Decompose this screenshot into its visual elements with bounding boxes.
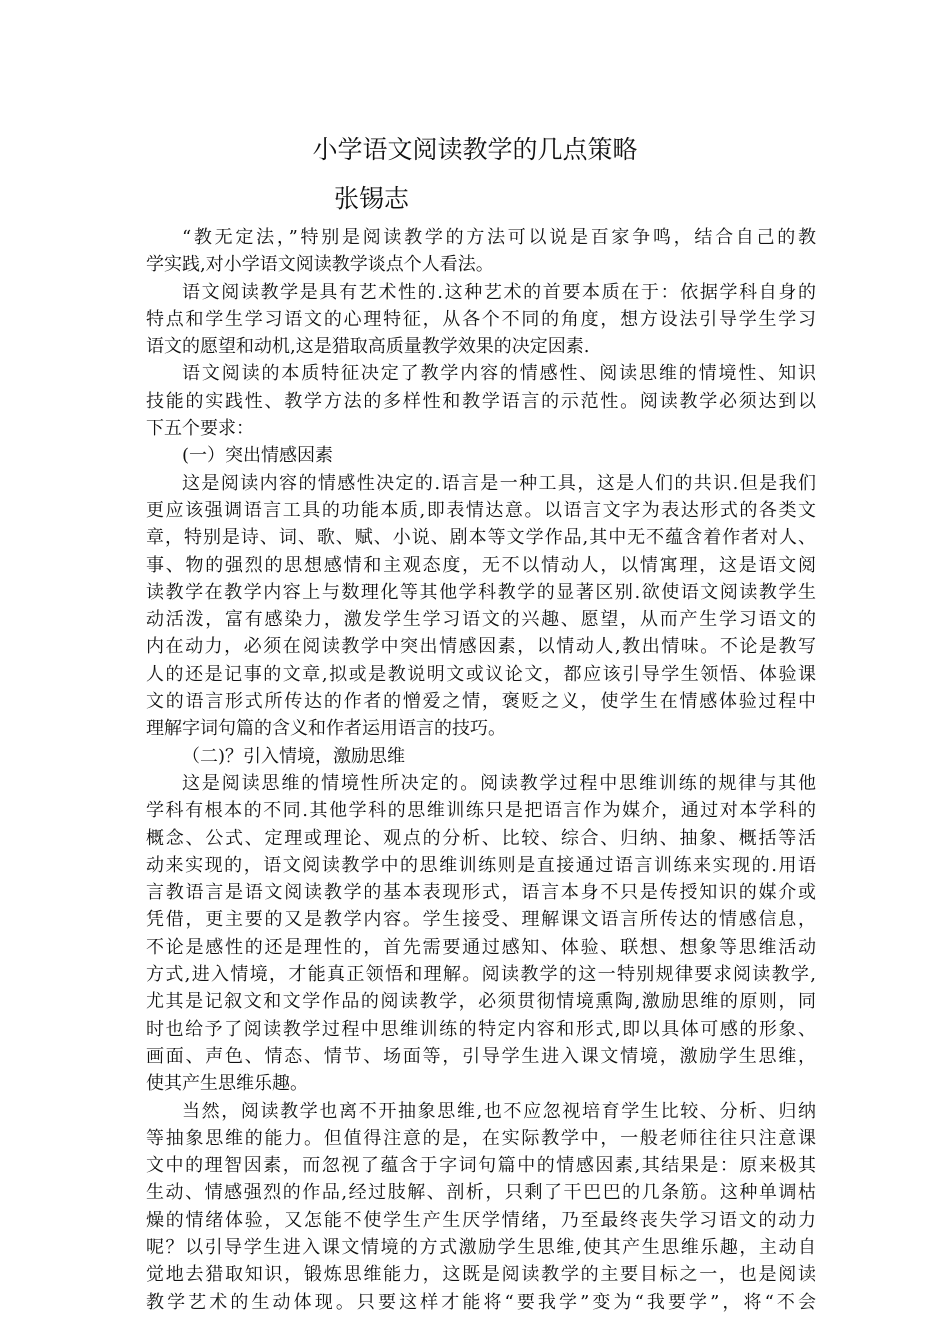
document-author: 张锡志 <box>334 184 410 213</box>
text-line: 呢？以引导学生进入课文情境的方式激励学生思维,使其产生思维乐趣，主动自 <box>146 1236 816 1258</box>
text-line: 读教学在教学内容上与数理化等其他学科教学的显著区别.欲使语文阅读教学生 <box>146 581 816 603</box>
text-line: 使其产生思维乐趣。 <box>146 1073 308 1095</box>
text-line: 语文的愿望和动机,这是猎取高质量教学效果的决定因素. <box>146 336 590 358</box>
text-line: 学科有根本的不同.其他学科的思维训练只是把语言作为媒介，通过对本学科的 <box>146 800 816 822</box>
text-line: 概念、公式、定理或理论、观点的分析、比较、综合、归纳、抽象、概括等活 <box>146 827 816 849</box>
text-line: 方式,进入情境，才能真正领悟和理解。阅读教学的这一特别规律要求阅读教学, <box>146 964 816 986</box>
text-line: 理解字词句篇的含义和作者运用语言的技巧。 <box>146 718 506 740</box>
text-line: 人的还是记事的文章,拟或是教说明文或议论文，都应该引导学生领悟、体验课 <box>146 663 816 685</box>
document-body <box>146 224 816 1316</box>
text-line: 特点和学生学习语文的心理特征，从各个不同的角度，想方设法引导学生学习 <box>146 308 816 330</box>
text-line: 学实践,对小学语文阅读教学谈点个人看法。 <box>146 254 494 276</box>
text-line: 文的语言形式所传达的作者的憎爱之情，褒贬之义，使学生在情感体验过程中 <box>146 691 816 713</box>
text-line: 事、物的强烈的思想感情和主观态度，无不以情动人，以情寓理，这是语文阅 <box>146 554 816 576</box>
text-line: 技能的实践性、教学方法的多样性和教学语言的示范性。阅读教学必须达到以 <box>146 390 816 412</box>
text-line: 文中的理智因素，而忽视了蕴含于字词句篇中的情感因素,其结果是：原来极其 <box>146 1155 816 1177</box>
text-line: 下五个要求： <box>146 418 254 440</box>
text-line: 这是阅读思维的情境性所决定的。阅读教学过程中思维训练的规律与其他 <box>182 772 816 794</box>
text-line: 动活泼，富有感染力，激发学生学习语文的兴趣、愿望，从而产生学习语文的 <box>146 609 816 631</box>
text-line: 更应该强调语言工具的功能本质,即表情达意。以语言文字为表达形式的各类文 <box>146 499 816 521</box>
text-line: 不论是感性的还是理性的，首先需要通过感知、体验、联想、想象等思维活动 <box>146 936 816 958</box>
text-line: 画面、声色、情态、情节、场面等，引导学生进入课文情境，激励学生思维， <box>146 1045 816 1067</box>
text-line: 语文阅读的本质特征决定了教学内容的情感性、阅读思维的情境性、知识 <box>182 363 816 385</box>
text-line: 动来实现的，语文阅读教学中的思维训练则是直接通过语言训练来实现的.用语 <box>146 854 816 876</box>
text-line: 觉地去猎取知识，锻炼思维能力，这既是阅读教学的主要目标之一，也是阅读 <box>146 1264 816 1286</box>
text-line: 章，特别是诗、词、歌、赋、小说、剧本等文学作品,其中无不蕴含着作者对人、 <box>146 527 816 549</box>
text-line: （二)？引入情境，激励思维 <box>182 745 406 767</box>
document-title: 小学语文阅读教学的几点策略 <box>312 135 638 164</box>
text-line: 言教语言是语文阅读教学的基本表现形式，语言本身不只是传授知识的媒介或 <box>146 882 816 904</box>
text-line: “教无定法，”特别是阅读教学的方法可以说是百家争鸣，结合自己的教 <box>182 227 816 248</box>
text-line: 尤其是记叙文和文学作品的阅读教学，必须贯彻情境熏陶,激励思维的原则，同 <box>146 991 816 1013</box>
text-line: 这是阅读内容的情感性决定的.语言是一种工具，这是人们的共识.但是我们 <box>182 472 816 494</box>
text-line: (一）突出情感因素 <box>182 445 334 467</box>
text-line: 燥的情绪体验，又怎能不使学生产生厌学情绪，乃至最终丧失学习语文的动力 <box>146 1209 816 1231</box>
text-line: 教学艺术的生动体现。只要这样才能将“要我学”变为“我要学”，将“不会 <box>146 1291 816 1313</box>
text-line: 当然，阅读教学也离不开抽象思维,也不应忽视培育学生比较、分析、归纳 <box>182 1100 816 1122</box>
text-line: 语文阅读教学是具有艺术性的.这种艺术的首要本质在于：依据学科自身的 <box>182 281 816 303</box>
text-line: 时也给予了阅读教学过程中思维训练的特定内容和形式,即以具体可感的形象、 <box>146 1018 816 1040</box>
text-line: 等抽象思维的能力。但值得注意的是，在实际教学中，一般老师往往只注意课 <box>146 1127 816 1149</box>
text-line: 内在动力，必须在阅读教学中突出情感因素，以情动人,教出情味。不论是教写 <box>146 636 816 658</box>
text-line: 生动、情感强烈的作品,经过肢解、剖析，只剩了干巴巴的几条筋。这种单调枯 <box>146 1182 816 1204</box>
text-line: 凭借，更主要的又是教学内容。学生接受、理解课文语言所传达的情感信息， <box>146 909 816 931</box>
